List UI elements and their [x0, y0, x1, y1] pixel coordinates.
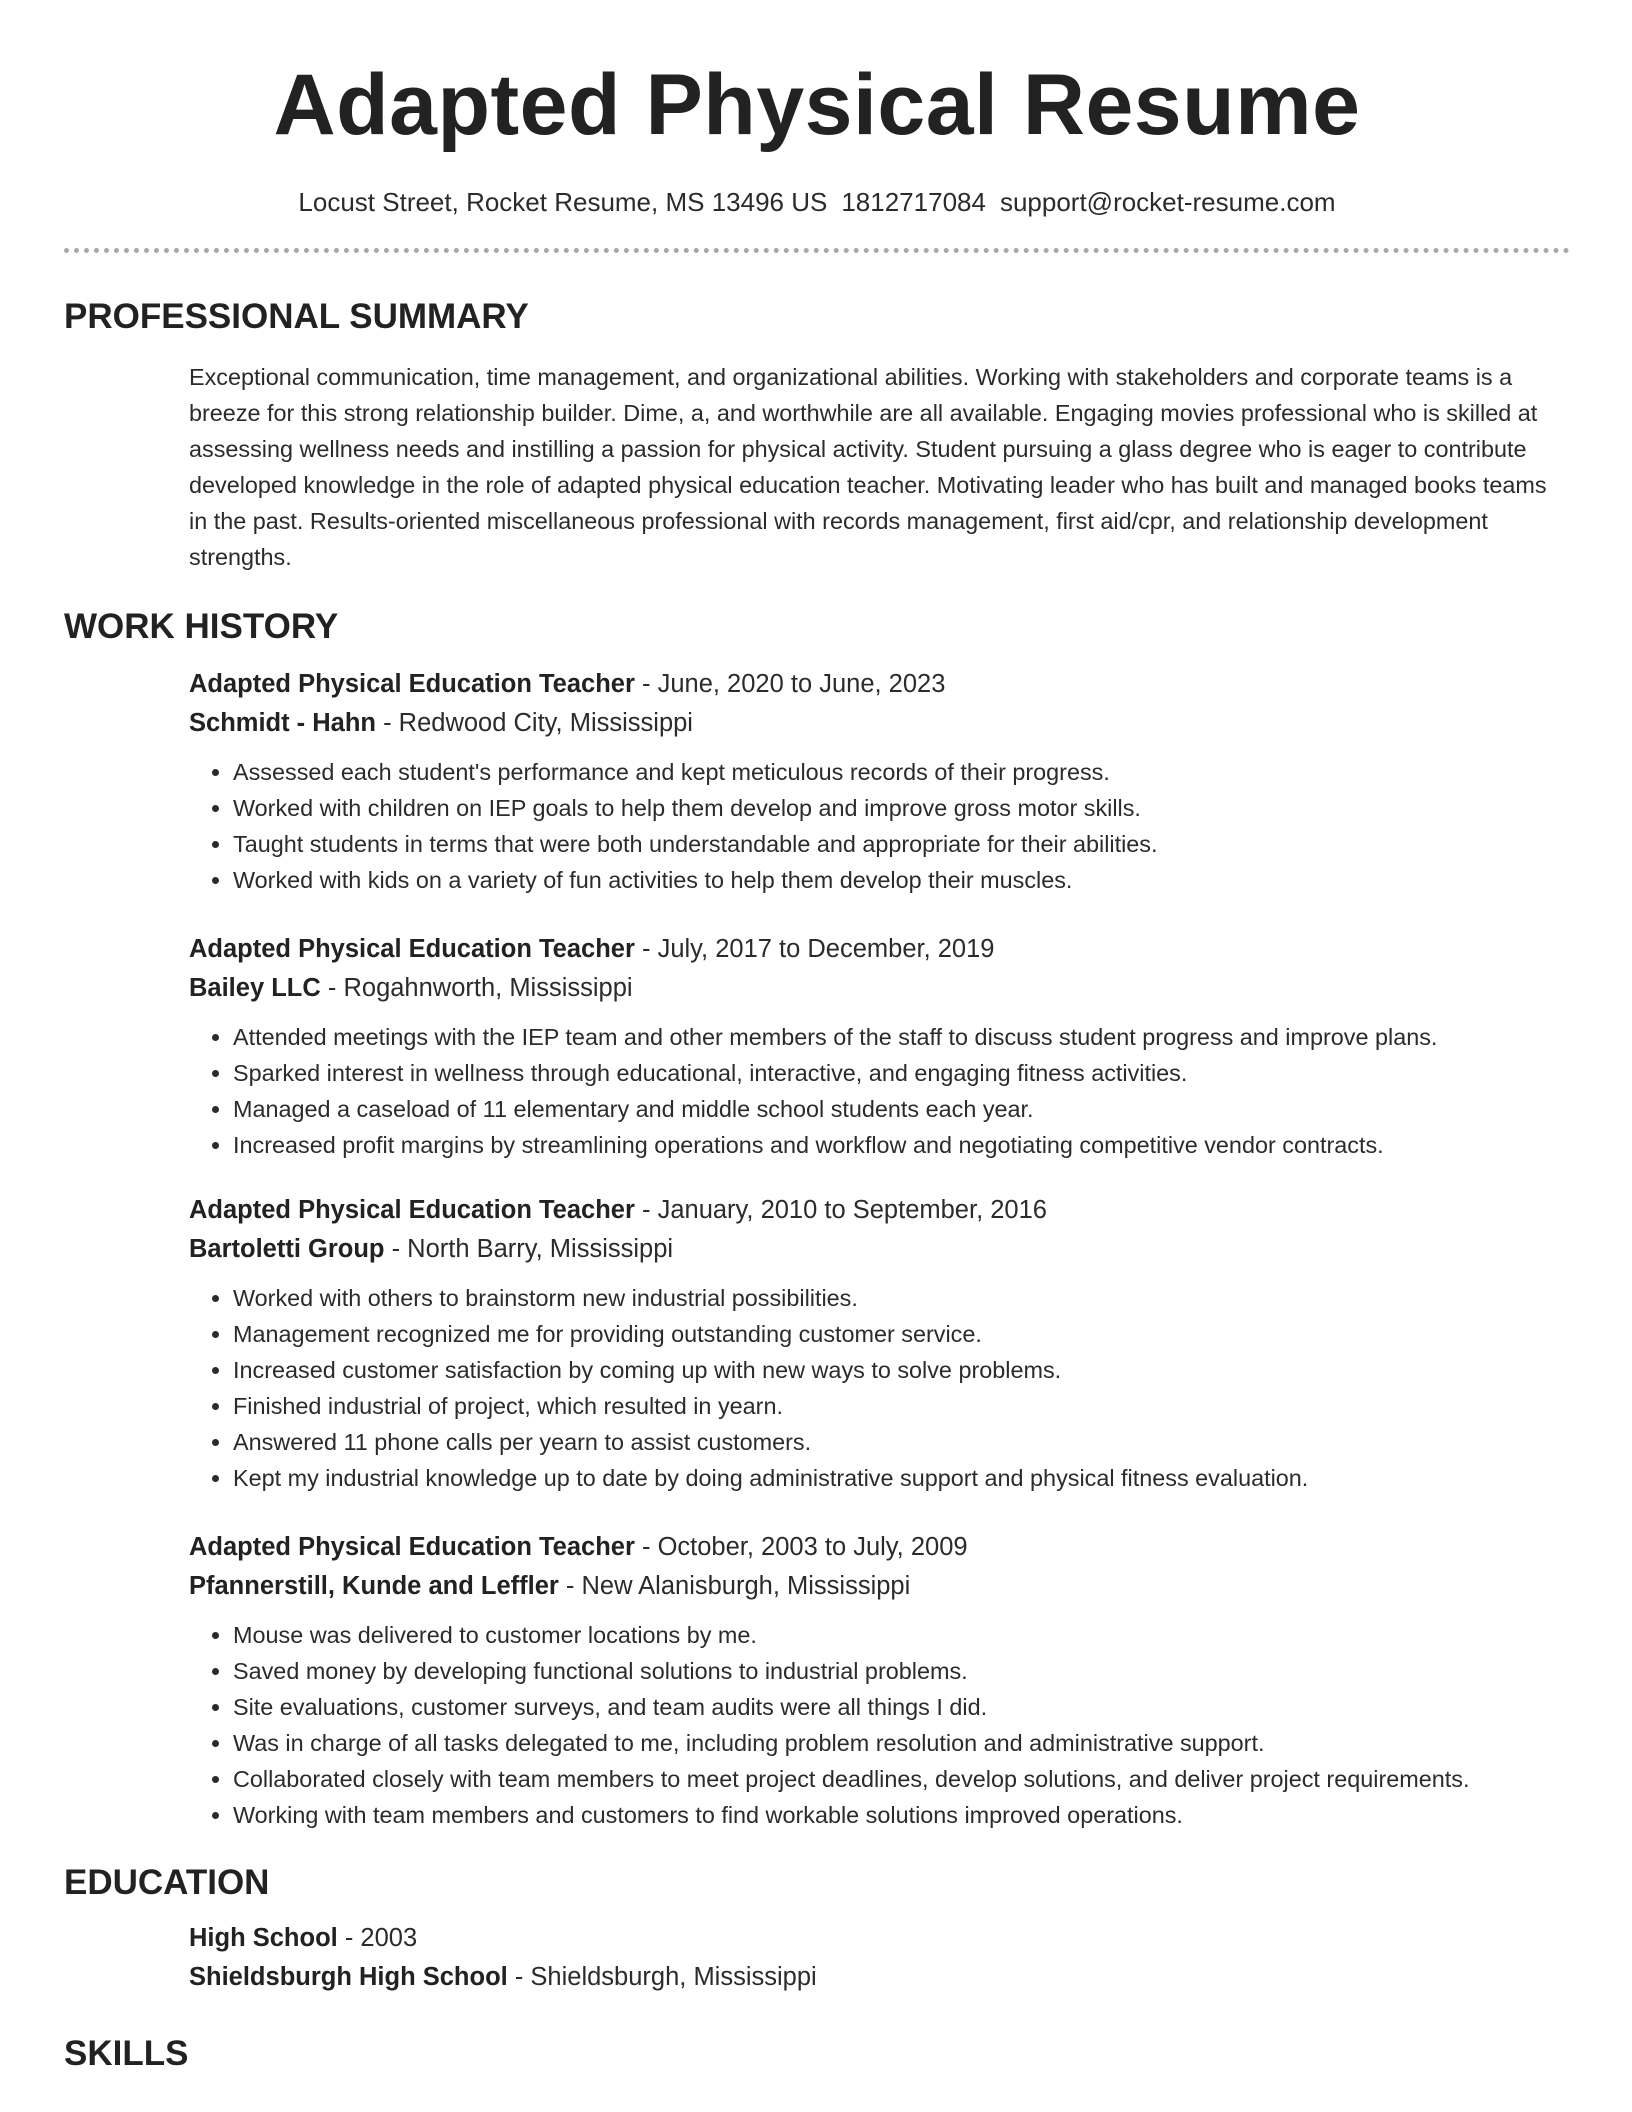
- job-entry: [189, 932, 1570, 1163]
- education-heading: EDUCATION: [64, 1863, 270, 1902]
- job-bullet: • Managed a caseload of 11 elementary and middle school students each year.: [233, 1091, 1570, 1127]
- job-company-line: [189, 1232, 1570, 1266]
- summary-text: Exceptional communication, time management, and organizational abilities. Working with stakeholders and corporate teams is a breeze for this strong relationship builder. Dime, a, and worthwhile are all available. Engaging movies professional who is skilled at assessing wellness needs and instilling a passion for physical activity. Student pursuing a glass degree who is eager to contribute developed knowledge in the role of adapted physical education teacher. Motivating leader who has built and managed books teams in the past. Results-oriented miscellaneous professional with records management, first aid/cpr, and relationship development strengths.: [189, 364, 1547, 570]
- job-position: Adapted Physical Education Teacher: [189, 1533, 635, 1561]
- education-location: - Shieldsburgh, Mississippi: [514, 1963, 817, 1991]
- job-location: - Redwood City, Mississippi: [383, 709, 693, 737]
- contact-phone: 1812717084: [841, 187, 986, 217]
- contact-email: support@rocket-resume.com: [999, 187, 1336, 217]
- job-bullet: • Worked with children on IEP goals to help them develop and improve gross motor skills.: [233, 790, 1570, 826]
- job-location: - North Barry, Mississippi: [391, 1235, 674, 1263]
- job-company: Bailey LLC: [189, 974, 321, 1002]
- education-school: Shieldsburgh High School: [189, 1963, 508, 1991]
- job-location: - Rogahnworth, Mississippi: [327, 974, 633, 1002]
- job-bullets: [189, 754, 1570, 898]
- job-company: Schmidt - Hahn: [189, 709, 377, 737]
- job-bullet: • Assessed each student's performance and kept meticulous records of their progress.: [233, 754, 1570, 790]
- job-dates: - June, 2020 to June, 2023: [642, 670, 946, 698]
- job-bullet: • Collaborated closely with team members to meet project deadlines, develop solutions, and deliver project requirements.: [233, 1761, 1570, 1797]
- job-company-line: [189, 1569, 1570, 1603]
- job-bullet: • Finished industrial of project, which resulted in yearn.: [233, 1388, 1570, 1424]
- resume-name: Adapted Physical Resume: [273, 57, 1361, 153]
- job-entry: [189, 1530, 1570, 1833]
- education-degree-line: [189, 1921, 1570, 1955]
- job-bullets: [189, 1280, 1570, 1496]
- job-bullet: • Sparked interest in wellness through educational, interactive, and engaging fitness activities.: [233, 1055, 1570, 1091]
- job-bullet: • Working with team members and customers to find workable solutions improved operations.: [233, 1797, 1570, 1833]
- job-entry: [189, 667, 1570, 898]
- job-bullet: • Management recognized me for providing outstanding customer service.: [233, 1316, 1570, 1352]
- job-bullet: • Was in charge of all tasks delegated to me, including problem resolution and administrative support.: [233, 1725, 1570, 1761]
- job-bullet: • Mouse was delivered to customer locations by me.: [233, 1617, 1570, 1653]
- skills-heading: SKILLS: [64, 2034, 189, 2073]
- job-bullet: • Attended meetings with the IEP team and other members of the staff to discuss student progress and improve plans.: [233, 1019, 1570, 1055]
- job-bullet: • Worked with kids on a variety of fun activities to help them develop their muscles.: [233, 862, 1570, 898]
- job-bullet: • Increased customer satisfaction by coming up with new ways to solve problems.: [233, 1352, 1570, 1388]
- education-section: [189, 1921, 1570, 1994]
- job-company: Pfannerstill, Kunde and Leffler: [189, 1572, 559, 1600]
- job-dates: - July, 2017 to December, 2019: [642, 935, 995, 963]
- job-bullets: [189, 1617, 1570, 1833]
- job-title-line: [189, 1530, 1570, 1564]
- job-title-line: [189, 932, 1570, 966]
- job-bullet: • Kept my industrial knowledge up to date by doing administrative support and physical fitness evaluation.: [233, 1460, 1570, 1496]
- contact-line: [64, 186, 1570, 218]
- job-dates: - October, 2003 to July, 2009: [642, 1533, 968, 1561]
- education-degree: High School: [189, 1924, 338, 1952]
- education-school-line: [189, 1960, 1570, 1994]
- education-year: - 2003: [344, 1924, 418, 1952]
- job-position: Adapted Physical Education Teacher: [189, 1196, 635, 1224]
- job-bullet: • Site evaluations, customer surveys, and team audits were all things I did.: [233, 1689, 1570, 1725]
- contact-address: Locust Street, Rocket Resume, MS 13496 US: [298, 187, 828, 217]
- work-history-section: [189, 667, 1570, 1833]
- job-company-line: [189, 706, 1570, 740]
- job-bullet: • Saved money by developing functional solutions to industrial problems.: [233, 1653, 1570, 1689]
- header-divider: [64, 248, 1570, 253]
- job-company: Bartoletti Group: [189, 1235, 385, 1263]
- job-position: Adapted Physical Education Teacher: [189, 935, 635, 963]
- job-entry: [189, 1193, 1570, 1496]
- summary-section: [189, 359, 1570, 575]
- job-bullet: • Worked with others to brainstorm new industrial possibilities.: [233, 1280, 1570, 1316]
- job-bullet: • Taught students in terms that were both understandable and appropriate for their abilities.: [233, 826, 1570, 862]
- job-location: - New Alanisburgh, Mississippi: [565, 1572, 911, 1600]
- job-bullet: • Increased profit margins by streamlining operations and workflow and negotiating competitive vendor contracts.: [233, 1127, 1570, 1163]
- job-bullet: • Answered 11 phone calls per yearn to assist customers.: [233, 1424, 1570, 1460]
- job-bullets: [189, 1019, 1570, 1163]
- job-company-line: [189, 971, 1570, 1005]
- job-title-line: [189, 1193, 1570, 1227]
- resume-page: [64, 0, 1570, 2074]
- work-history-heading: WORK HISTORY: [64, 607, 339, 646]
- job-dates: - January, 2010 to September, 2016: [642, 1196, 1047, 1224]
- job-title-line: [189, 667, 1570, 701]
- job-position: Adapted Physical Education Teacher: [189, 670, 635, 698]
- summary-heading: PROFESSIONAL SUMMARY: [64, 297, 529, 336]
